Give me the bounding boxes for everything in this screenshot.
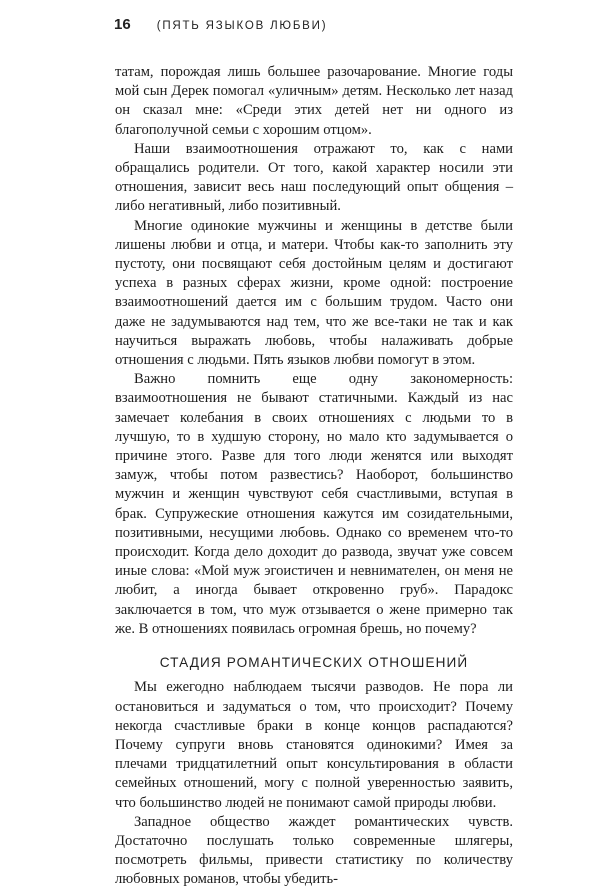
body-text (115, 63, 513, 890)
paragraph-continued: татам, порождая лишь большее разочарование. Многие годы мой сын Дерек помогал «уличным» детям. Несколько лет назад он сказал мне: «Среди этих детей нет ни одного из благополучной семьи с хорошим отцом». (115, 64, 513, 138)
section-heading: СТАДИЯ РОМАНТИЧЕСКИХ ОТНОШЕНИЙ (159, 655, 469, 671)
paragraph: Наши взаимоотношения отражают то, как с нами обращались родители. От того, какой характер носили эти отношения, зависит весь наш последующий опыт общения – либо негативный, либо позитивный. (115, 140, 513, 215)
paragraph: Важно помнить еще одну закономерность: взаимоотношения не бывают статичными. Каждый из нас замечает колебания в своих отношениях с людьми то в лучшую, то в худшую сторону, но мало кто задумывается о причине этого. Разве для того люди женятся или выходят замуж, чтобы потом развестись? Наоборот, большинство мужчин и женщин чувствуют себя счастливыми, вступая в брак. Супружеские отношения кажутся им созидательными, позитивными, несущими любовь. Однако со временем что-то происходит. Когда дело доходит до развода, звучат уже совсем иные слова: «Мой муж эгоистичен и невнимателен, он меня не любит, а иногда бывает откровенно груб». Парадокс заключается в том, что муж отзывается о жене примерно так же. В отношениях появилась огромная брешь, но почему? (115, 371, 513, 637)
book-title: (ПЯТЬ ЯЗЫКОВ ЛЮБВИ) (156, 20, 328, 32)
paragraph: Мы ежегодно наблюдаем тысячи разводов. Не пора ли остановиться и задуматься о том, что происходит? Почему некогда счастливые браки в конце концов распадаются? Почему супруги вновь становятся одинокими? Имея за плечами тридцатилетний опыт консультирования в области семейных отношений, могу с полной уверенностью заявить, что большинство людей не понимают самой природы любви. (115, 679, 513, 811)
paragraph: Многие одинокие мужчины и женщины в детстве были лишены любви и отца, и матери. Чтобы как-то заполнить эту пустоту, они посвящают себя достойным целям и достигают успеха в разных сферах жизни, кроме одной: построение взаимоотношений дается им с большим трудом. Часто они даже не задумываются над тем, что же все-таки не так и как научиться выражать любовь, чтобы налаживать добрые отношения с людьми. Пять языков любви помогут в этом. (115, 217, 513, 369)
paragraph-truncated: Западное общество жаждет романтических чувств. Достаточно послушать только современные шлягеры, посмотреть фильмы, привести статистику по количеству любовных романов, чтобы убедить- (115, 813, 513, 888)
page-number: 16 (114, 16, 131, 33)
running-head (114, 16, 327, 33)
